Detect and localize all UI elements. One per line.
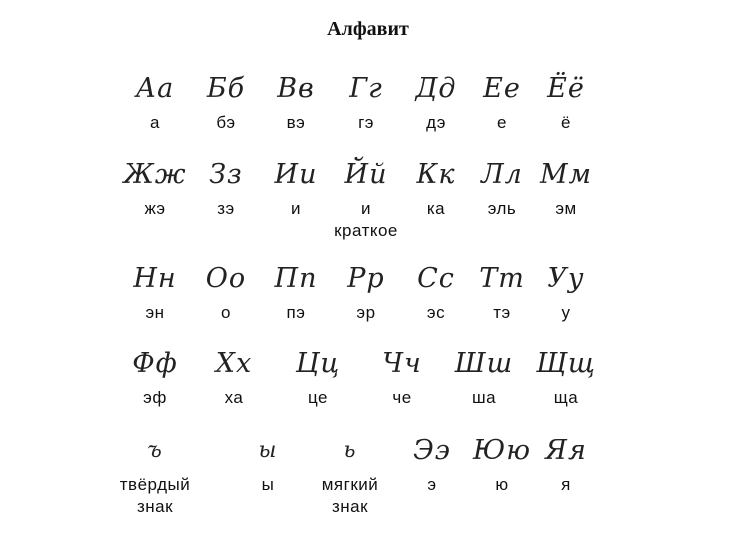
cursive-letter: Фф	[132, 348, 178, 379]
letter-cell	[273, 347, 363, 409]
letter-cell	[305, 434, 395, 518]
cursive-letter: Кк	[416, 159, 456, 190]
cursive-letter: Яя	[545, 435, 587, 466]
cursive-letter: Оо	[205, 263, 247, 294]
cursive-letter: Дд	[415, 73, 457, 104]
cursive-letter: Мм	[539, 159, 593, 190]
cursive-letter: Йй	[344, 159, 388, 190]
letter-name: вэ	[286, 113, 306, 132]
letter-cell	[521, 347, 611, 409]
cursive-letter: Цц	[295, 348, 341, 379]
letter-name: жэ	[144, 199, 166, 218]
page-title: Алфавит	[327, 18, 409, 40]
letter-cell	[521, 262, 611, 324]
letter-name: эф	[143, 388, 167, 407]
letter-name: пэ	[286, 303, 306, 322]
letter-name: и	[291, 199, 301, 218]
cursive-letter: ь	[343, 438, 357, 463]
letter-name: це	[307, 388, 328, 407]
cursive-letter: Гг	[349, 73, 383, 104]
letter-cell	[110, 434, 200, 518]
cursive-letter: Юю	[473, 435, 531, 466]
letter-cell	[521, 72, 611, 134]
letter-name: твёрдый знак	[119, 475, 191, 516]
letter-name: зэ	[217, 199, 235, 218]
cursive-letter: Чч	[382, 348, 422, 379]
letter-name: ша	[471, 388, 497, 407]
letter-name: гэ	[358, 113, 374, 132]
letter-name: эль	[487, 199, 517, 218]
cursive-letter: Тт	[479, 263, 525, 294]
letter-name: и краткое	[334, 199, 398, 240]
cursive-letter: Сс	[417, 263, 455, 294]
cursive-letter: Щщ	[536, 348, 596, 379]
letter-name: тэ	[493, 303, 511, 322]
letter-name: о	[221, 303, 231, 322]
letter-name: эс	[426, 303, 446, 322]
letter-name: ща	[553, 388, 579, 407]
letter-name: ха	[224, 388, 244, 407]
letter-name: ы	[261, 475, 275, 494]
cursive-letter: Жж	[123, 159, 187, 190]
letter-name: бэ	[216, 113, 236, 132]
cursive-letter: Бб	[206, 73, 246, 104]
letter-cell	[189, 347, 279, 409]
letter-name: ю	[495, 475, 509, 494]
letter-cell	[357, 347, 447, 409]
cursive-letter: Шш	[454, 348, 514, 379]
letter-name: ё	[561, 113, 571, 132]
letter-name: е	[497, 113, 507, 132]
cursive-letter: Ее	[483, 73, 521, 104]
letter-name: дэ	[426, 113, 446, 132]
letter-name: эм	[555, 199, 577, 218]
letter-name: че	[392, 388, 412, 407]
letter-cell	[223, 434, 313, 496]
cursive-letter: Зз	[209, 159, 243, 190]
letter-name: эн	[145, 303, 165, 322]
cursive-letter: Хх	[215, 348, 253, 379]
letter-name: э	[427, 475, 437, 494]
letter-cell	[110, 347, 200, 409]
letter-cell	[439, 347, 529, 409]
letter-name: ка	[426, 199, 446, 218]
cursive-letter: Ээ	[413, 435, 451, 466]
letter-cell	[521, 158, 611, 220]
cursive-letter: Лл	[481, 159, 523, 190]
cursive-letter: ъ	[147, 438, 163, 463]
cursive-letter: Аа	[135, 73, 175, 104]
cursive-letter: Уу	[547, 263, 585, 294]
cursive-letter: Пп	[274, 263, 318, 294]
cursive-letter: Ёё	[547, 73, 585, 104]
cursive-letter: Ии	[274, 159, 318, 190]
letter-name: у	[561, 303, 571, 322]
cursive-letter: Нн	[133, 263, 177, 294]
cursive-letter: Рр	[347, 263, 385, 294]
cursive-letter: ы	[258, 438, 278, 463]
letter-name: эр	[356, 303, 376, 322]
letter-name: я	[561, 475, 571, 494]
letter-cell	[521, 434, 611, 496]
letter-name: мягкий знак	[321, 475, 379, 516]
cursive-letter: Вв	[277, 73, 315, 104]
letter-name: а	[150, 113, 160, 132]
